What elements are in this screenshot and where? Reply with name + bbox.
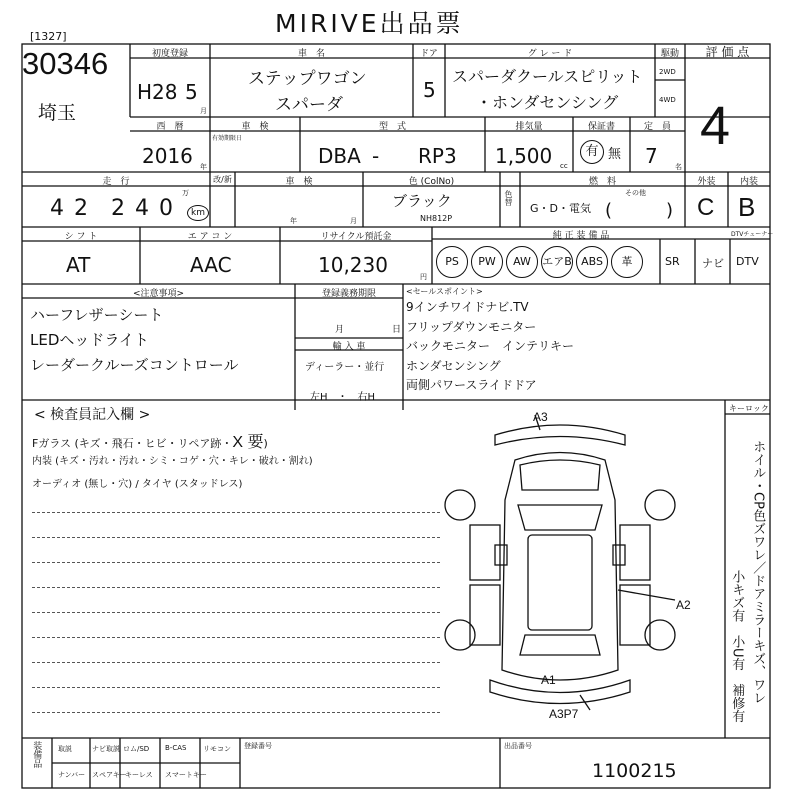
dashed-line: [32, 637, 440, 638]
prefecture: 埼玉: [38, 102, 77, 124]
equip-abs: ABS: [576, 246, 608, 278]
grade-label: グ レ ー ド: [527, 49, 573, 59]
interior-line: 内装 (キズ・汚れ・汚れ・シミ・コゲ・穴・キレ・破れ・割れ): [32, 456, 313, 467]
footer-item: 取説: [58, 745, 72, 753]
model-line1: ステップワゴン: [248, 69, 367, 89]
exhibitor-number: 1100215: [592, 760, 677, 782]
shift-label: シ フ ト: [64, 232, 98, 242]
warranty-no: 無: [608, 147, 622, 162]
sales-point: 両側パワースライドドア: [406, 378, 537, 392]
note-item: ハーフレザーシート: [30, 306, 164, 324]
recycle-value: 10,230: [318, 253, 388, 277]
type-prefix: DBA: [318, 144, 361, 168]
recycle-label: リサイクル預託金: [320, 232, 392, 242]
color-change-label: 色替: [504, 190, 513, 206]
fuel-other: ( ): [605, 200, 674, 221]
footer-item: ロム/SD: [123, 745, 150, 753]
year-unit: 年: [200, 163, 207, 171]
mileage-digit: 2: [111, 196, 135, 221]
doors: 5: [423, 78, 436, 102]
color-name: ブラック: [392, 192, 452, 210]
mileage-sub: 万: [182, 189, 189, 197]
note-item: LEDヘッドライト: [30, 331, 149, 349]
glass-mark: X 要: [232, 434, 264, 451]
dtv-label: DTVチューナー: [731, 231, 774, 238]
capacity-unit: 名: [675, 163, 682, 171]
equip-dtv: DTV: [736, 255, 759, 268]
interior-label: 内装: [739, 177, 758, 187]
model-label: 車 名: [297, 49, 325, 59]
glass-close: ): [263, 437, 268, 450]
glass-text: Fガラス (キズ・飛石・ヒビ・リペア跡・: [32, 437, 233, 450]
lot-number: 30346: [22, 46, 109, 81]
mileage-unit: km: [187, 205, 209, 221]
equip-pw: PW: [471, 246, 503, 278]
footer-item: リモコン: [203, 745, 231, 753]
year-label: 西 暦: [156, 122, 184, 132]
type-dash: -: [372, 144, 380, 168]
drive-4wd: 4WD: [659, 96, 676, 104]
form-title: MIRIVE出品票: [275, 9, 464, 38]
damage-mark-a3p7: A3P7: [549, 707, 579, 721]
drive-label: 駆動: [660, 49, 679, 59]
vertical-note: 小キズ有 小U有 補修有: [729, 570, 745, 723]
sales-point: ホンダセンシング: [406, 358, 501, 373]
exterior-grade: C: [697, 194, 715, 221]
mileage-digit: 2: [74, 196, 98, 221]
import-label: 輸 入 車: [332, 342, 366, 352]
reg-deadline-label: 登録義務期限: [321, 289, 376, 299]
sales-label: <セールスポイント>: [406, 287, 483, 296]
mileage-digit: 4: [50, 196, 74, 221]
footer-item: キーレス: [125, 771, 153, 779]
dashed-line: [32, 562, 440, 563]
type-code: RP3: [418, 144, 457, 168]
import-dealer: ディーラー・並行: [305, 362, 385, 373]
equip-ps: PS: [436, 246, 468, 278]
fuel-label: 燃 料: [588, 177, 616, 187]
type-label: 型 式: [378, 122, 406, 132]
exhibitor-label: 出品番号: [504, 742, 532, 750]
inspection-sub: 有効期限日: [212, 135, 243, 142]
exterior-label: 外装: [697, 177, 716, 187]
cc-label: 排気量: [515, 122, 543, 132]
footer-item: スマートキー: [165, 771, 207, 779]
mileage-label: 走 行: [102, 177, 130, 187]
mileage-digit: 4: [135, 196, 159, 221]
recycle-unit: 円: [420, 273, 427, 281]
reg-month: 月: [335, 325, 345, 335]
footer-col-label: 装備品: [31, 741, 42, 768]
car-diagram: [440, 410, 680, 730]
cert-label: 車 検: [285, 177, 313, 187]
equip-leather: 革: [611, 246, 643, 278]
equip-airbag: エアB: [541, 246, 573, 278]
ac-label: エ ア コ ン: [187, 232, 233, 242]
damage-mark-a1: A1: [541, 673, 556, 687]
mileage-digit: 0: [159, 196, 183, 221]
color-label: 色 (ColNo): [408, 177, 455, 187]
warranty-yes: 有: [580, 140, 604, 164]
score-label: 評 価 点: [705, 45, 750, 59]
color-no: NH812P: [420, 214, 453, 223]
note-item: レーダークルーズコントロール: [30, 356, 239, 374]
sales-points: [406, 298, 574, 396]
cert-year-unit: 年: [290, 217, 297, 225]
grade-line2: ・ホンダセンシング: [476, 93, 619, 112]
footer-item: ナンバー: [58, 771, 86, 779]
interior-grade: B: [738, 192, 756, 222]
equipment-label: 純 正 装 備 品: [552, 231, 610, 241]
cc-unit: cc: [560, 162, 568, 170]
mileage-digits: [50, 196, 183, 221]
import-handle: 左H ・ 右H: [310, 392, 376, 403]
fuel-options: G・D・電気: [530, 202, 591, 215]
door-label: ドア: [420, 49, 438, 59]
grade-cert-label: 改/新: [213, 175, 232, 184]
damage-mark-a2: A2: [676, 598, 691, 612]
footer-item: ナビ取説: [92, 745, 120, 753]
keylock-label: キーロック: [729, 404, 769, 413]
grade-line1: スパーダクールスピリット: [452, 67, 643, 86]
dashed-line: [32, 687, 440, 688]
fuel-other-label: その他: [625, 189, 646, 197]
form-code: [1327]: [30, 30, 67, 43]
equip-navi: ナビ: [702, 257, 724, 270]
footer-item: スペアキー: [92, 771, 127, 779]
sales-point: バックモニター インテリキー: [406, 339, 575, 353]
vertical-note: ホイル・CP色ズワレ／ドアミラーキズ、ワレ: [750, 440, 766, 704]
audio-line: オーディオ (無し・穴) / タイヤ (スタッドレス): [32, 479, 243, 490]
equip-aw: AW: [506, 246, 538, 278]
year-value: 2016: [142, 144, 193, 168]
model-line2: スパーダ: [275, 95, 343, 115]
first-reg-era: H28: [137, 80, 178, 104]
inspector-label: < 検査員記入欄 >: [34, 407, 151, 423]
cert-month-unit: 月: [350, 217, 357, 225]
dealer-label: 登録番号: [244, 742, 272, 750]
month-unit: 月: [200, 107, 207, 115]
dashed-line: [32, 662, 440, 663]
dashed-line: [32, 587, 440, 588]
footer-item: B-CAS: [165, 744, 187, 752]
equipment-list: [436, 246, 646, 278]
sales-point: 9インチワイドナビ.TV: [406, 300, 529, 314]
inspection-label: 車 検: [241, 122, 269, 132]
dashed-line: [32, 712, 440, 713]
sales-point: フリップダウンモニター: [406, 319, 537, 334]
cc-value: 1,500: [495, 144, 553, 168]
warranty-label: 保証書: [587, 122, 615, 132]
shift-value: AT: [66, 253, 91, 277]
dashed-line: [32, 612, 440, 613]
equip-sr: SR: [665, 255, 680, 268]
dashed-line: [32, 537, 440, 538]
first-reg-month: 5: [185, 80, 198, 104]
damage-mark-a3: A3: [533, 410, 548, 424]
ac-value: AAC: [190, 253, 232, 277]
notes-label: <注意事項>: [132, 289, 185, 299]
glass-line: [32, 429, 268, 452]
dashed-line: [32, 512, 440, 513]
capacity-value: 7: [645, 144, 658, 168]
drive-2wd: 2WD: [659, 68, 676, 76]
reg-day: 日: [392, 325, 402, 335]
first-reg-label: 初度登録: [151, 49, 188, 59]
capacity-label: 定 員: [643, 122, 671, 132]
score-value: 4: [700, 96, 731, 156]
